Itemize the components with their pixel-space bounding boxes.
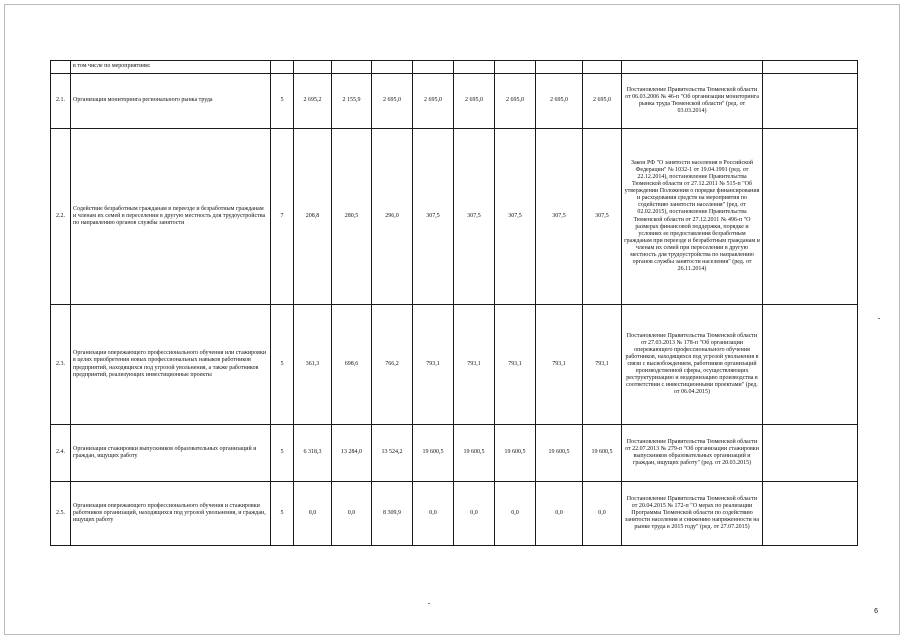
value-cell: 793,1 — [454, 305, 495, 425]
value-cell: 2 695,0 — [413, 74, 454, 129]
value-cell: 307,5 — [583, 129, 622, 305]
row-index: 2.2. — [51, 129, 71, 305]
value-cell: 13 524,2 — [372, 425, 413, 482]
program-activities-table — [50, 60, 858, 546]
value-cell: 307,5 — [454, 129, 495, 305]
activity-name: Организация мониторинга регионального рынка труда — [71, 74, 271, 129]
value-cell: 2 695,0 — [495, 74, 536, 129]
value-cell: 2 695,2 — [294, 74, 332, 129]
value-cell: 19 600,5 — [454, 425, 495, 482]
value-cell: 0,0 — [536, 482, 583, 546]
empty-cell — [763, 305, 858, 425]
row-index: 2.1. — [51, 74, 71, 129]
scan-speck — [878, 318, 880, 319]
activity-name: Организация опережающего профессионального обучения и стажировки работников организаций, находящихся под угрозой увольнения, и граждан, ищущих работу — [71, 482, 271, 546]
row-code: 5 — [271, 305, 294, 425]
table-row — [51, 305, 858, 425]
row-code: 5 — [271, 482, 294, 546]
value-cell: 307,5 — [536, 129, 583, 305]
value-cell: 0,0 — [454, 482, 495, 546]
row-index: 2.5. — [51, 482, 71, 546]
empty-cell — [763, 482, 858, 546]
legal-basis: Закон РФ "О занятости населения в Российской Федерации" № 1032-1 от 19.04.1991 (ред. от 22.12.2014), постановление Правительства Тюменской области от 27.12.2011 № 515-п "Об утверждении Положения о порядке финансирования и расходования средств на мероприятия по содействию занятости населения" (ред. от 02.02.2015), постановление Правительства Тюменской области от 27.12.2011 № 496-п "О размерах финансовой поддержки, порядке и условиях ее предоставления безработным гражданам при переезде и безработным гражданам и членам их семей при переселении в другую местность для трудоустройства по направлению органов службы занятости населения" (ред. от 26.11.2014) — [622, 129, 763, 305]
table-row — [51, 129, 858, 305]
table-row — [51, 425, 858, 482]
row-index: 2.3. — [51, 305, 71, 425]
value-cell: 698,6 — [332, 305, 372, 425]
value-cell: 793,1 — [536, 305, 583, 425]
empty-cell — [763, 129, 858, 305]
activity-name: Организация опережающего профессионального обучения или стажировки в целях приобретения новых профессиональных навыков работников предприятий, находящихся под угрозой увольнения, а также работников предприятий, реализующих инвестиционные проекты — [71, 305, 271, 425]
row-index: 2.4. — [51, 425, 71, 482]
value-cell: 19 600,5 — [536, 425, 583, 482]
value-cell: 19 600,5 — [413, 425, 454, 482]
value-cell: 296,0 — [372, 129, 413, 305]
value-cell: 361,3 — [294, 305, 332, 425]
value-cell: 793,1 — [413, 305, 454, 425]
legal-basis: Постановление Правительства Тюменской области от 20.04.2015 № 172-п "О мерах по реализации Программы Тюменской области по содействию занятости населения и снижению напряженности на рынке труда в 2015 году" (ред. от 27.07.2015) — [622, 482, 763, 546]
row-code: 7 — [271, 129, 294, 305]
scan-speck — [428, 603, 430, 604]
value-cell: 6 318,3 — [294, 425, 332, 482]
empty-cell — [763, 425, 858, 482]
value-cell: 307,5 — [413, 129, 454, 305]
value-cell: 19 600,5 — [495, 425, 536, 482]
value-cell: 0,0 — [332, 482, 372, 546]
row-code: 5 — [271, 425, 294, 482]
value-cell: 0,0 — [413, 482, 454, 546]
activity-name: Содействие безработным гражданам в переезде и безработным гражданам и членам их семей в переселении в другую местность для трудоустройства по направлению органов службы занятости — [71, 129, 271, 305]
table-row — [51, 482, 858, 546]
value-cell: 793,1 — [583, 305, 622, 425]
value-cell: 307,5 — [495, 129, 536, 305]
value-cell: 8 309,9 — [372, 482, 413, 546]
value-cell: 0,0 — [495, 482, 536, 546]
table-row — [51, 74, 858, 129]
legal-basis: Постановление Правительства Тюменской области от 06.03.2006 № 46-п "Об организации мониторинга рынка труда Тюменской области" (ред. от 03.03.2014) — [622, 74, 763, 129]
value-cell: 2 695,0 — [454, 74, 495, 129]
value-cell: 793,1 — [495, 305, 536, 425]
value-cell: 2 695,0 — [536, 74, 583, 129]
legal-basis: Постановление Правительства Тюменской области от 22.07.2013 № 279-п "Об организации стажировки выпускников образовательных организаций и граждан, ищущих работу" (ред. от 20.03.2015) — [622, 425, 763, 482]
value-cell: 0,0 — [294, 482, 332, 546]
value-cell: 13 284,0 — [332, 425, 372, 482]
row-code: 5 — [271, 74, 294, 129]
empty-cell — [51, 61, 71, 74]
value-cell: 208,8 — [294, 129, 332, 305]
value-cell: 0,0 — [583, 482, 622, 546]
section-label: в том числе по мероприятиям: — [71, 61, 271, 74]
empty-cell — [763, 74, 858, 129]
page-number: 6 — [874, 608, 878, 615]
value-cell: 2 155,9 — [332, 74, 372, 129]
value-cell: 19 600,5 — [583, 425, 622, 482]
value-cell: 2 695,0 — [372, 74, 413, 129]
table-header-row — [51, 61, 858, 74]
value-cell: 280,5 — [332, 129, 372, 305]
value-cell: 766,2 — [372, 305, 413, 425]
activity-name: Организация стажировки выпускников образовательных организаций и граждан, ищущих работу — [71, 425, 271, 482]
legal-basis: Постановление Правительства Тюменской области от 27.03.2013 № 178-п "Об организации опережающего профессионального обучения работников, находящихся под угрозой увольнения в связи с высвобождением, работников организаций производственной сферы, осуществляющих реструктуризацию и модернизацию производства в соответствии с инвестиционными проектами" (ред. от 06.04.2015) — [622, 305, 763, 425]
value-cell: 2 695,0 — [583, 74, 622, 129]
